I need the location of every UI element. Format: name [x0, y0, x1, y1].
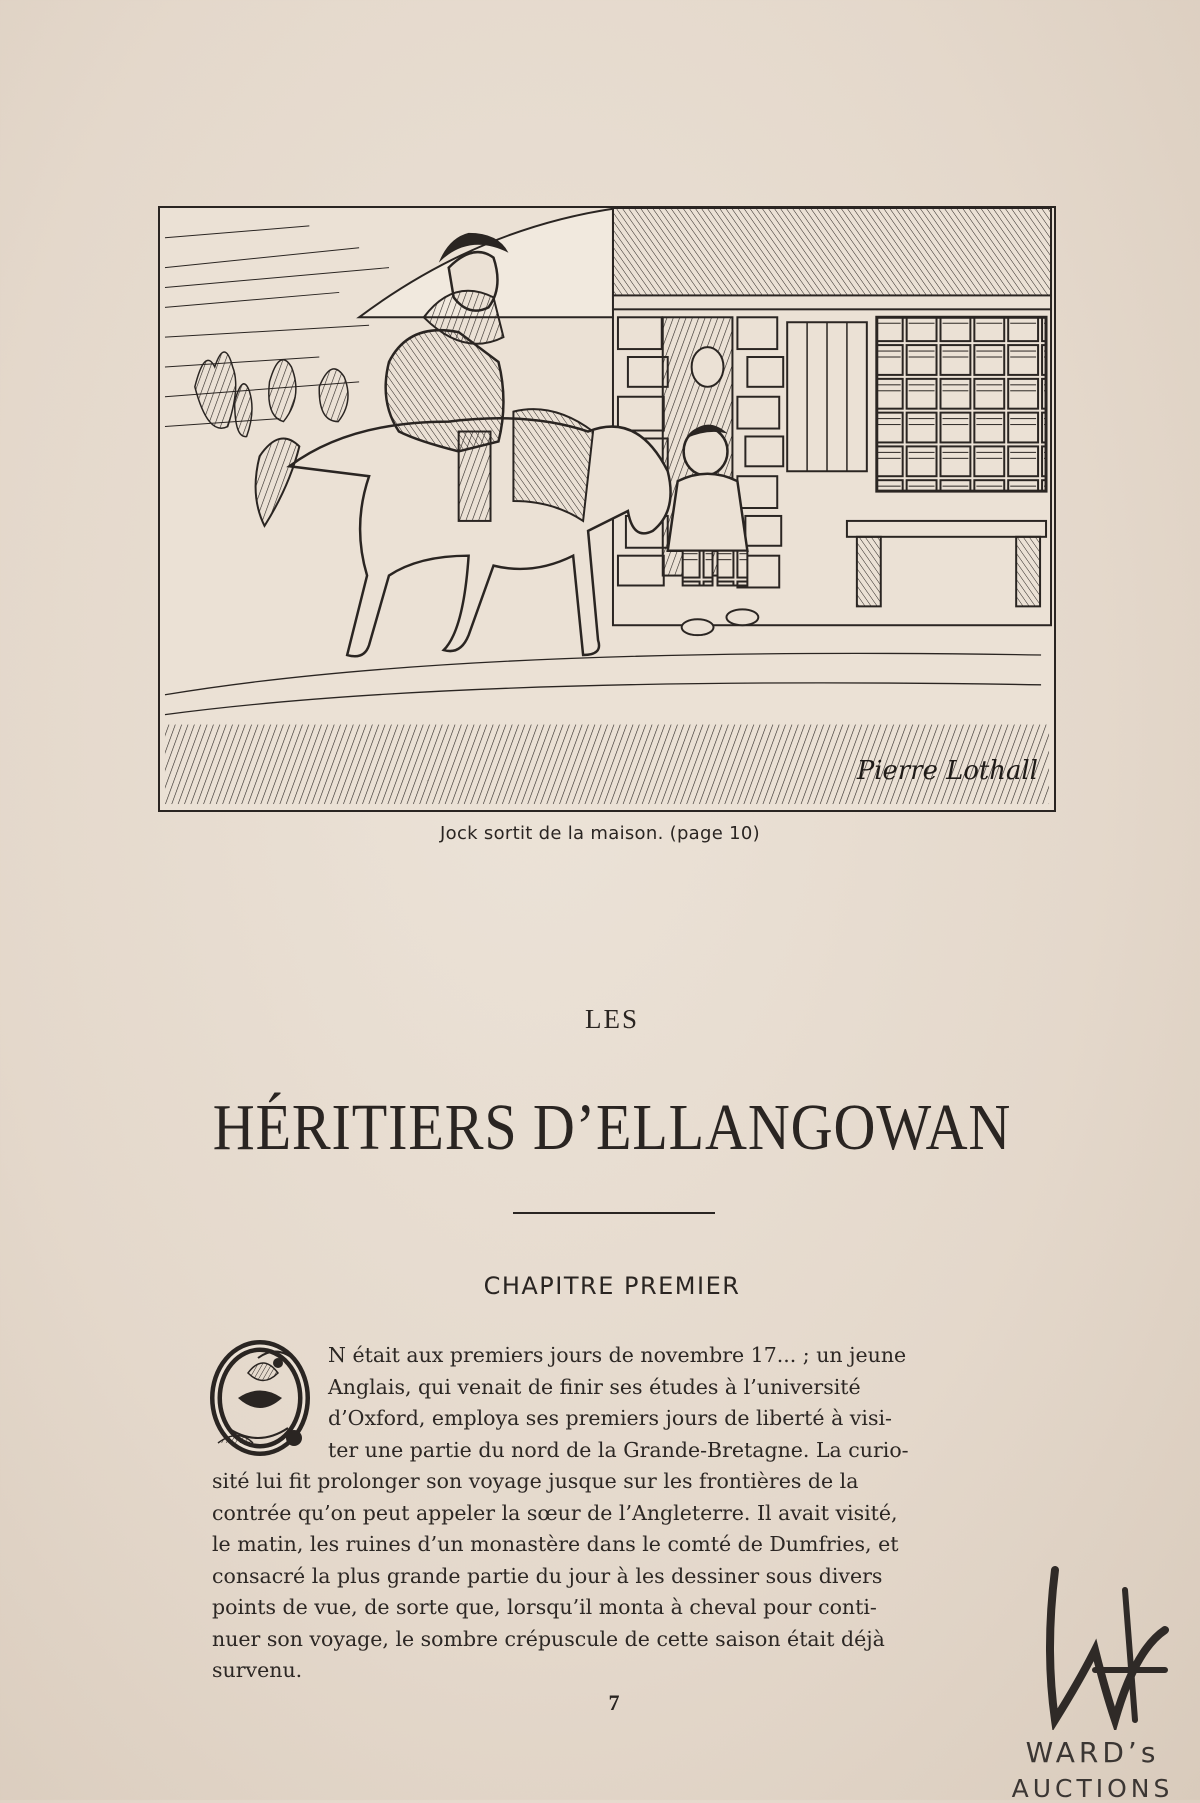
body-paragraph — [212, 1340, 1020, 1687]
watermark-name: WARD’s — [1025, 1736, 1160, 1769]
illustration-caption: Jock sortit de la maison. (page 10) — [440, 823, 760, 844]
text-line: N était aux premiers jours de novembre 17... ; un jeune — [328, 1343, 907, 1367]
text-line: d’Oxford, employa ses premiers jours de liberté à visi- — [328, 1406, 892, 1430]
text-line: le matin, les ruines d’un monastère dans le comté de Dumfries, et — [212, 1532, 899, 1556]
page-title: HÉRITIERS D’ELLANGOWAN — [212, 1091, 1012, 1164]
engraving-illustration-icon — [160, 208, 1054, 810]
wa-monogram-icon — [1035, 1560, 1175, 1730]
text-line: nuer son voyage, le sombre crépuscule de cette saison était déjà — [212, 1626, 885, 1651]
page-number: 7 — [608, 1690, 620, 1715]
text-line: ter une partie du nord de la Grande-Bretagne. La curio- — [328, 1437, 909, 1462]
text-line: points de vue, de sorte que, lorsqu’il monta à cheval pour conti- — [212, 1595, 877, 1619]
chapter-heading: CHAPITRE PREMIER — [483, 1272, 741, 1300]
text-line: sité lui fit prolonger son voyage jusque sur les frontières de la — [212, 1469, 859, 1493]
text-line: Anglais, qui venait de finir ses études à l’université — [328, 1374, 861, 1399]
title-prefix: LES — [584, 1004, 639, 1034]
svg-text:Pierre Lothall: Pierre Lothall — [856, 756, 1038, 787]
illustration — [158, 206, 1056, 812]
text-line: survenu. — [212, 1658, 303, 1682]
watermark-subtitle: AUCTIONS — [1011, 1774, 1174, 1803]
text-line: consacré la plus grande partie du jour à les dessiner sous divers — [212, 1563, 883, 1588]
text-line: contrée qu’on peut appeler la sœur de l’Angleterre. Il avait visité, — [212, 1500, 898, 1525]
title-divider — [513, 1212, 715, 1214]
auction-watermark — [985, 1560, 1200, 1803]
